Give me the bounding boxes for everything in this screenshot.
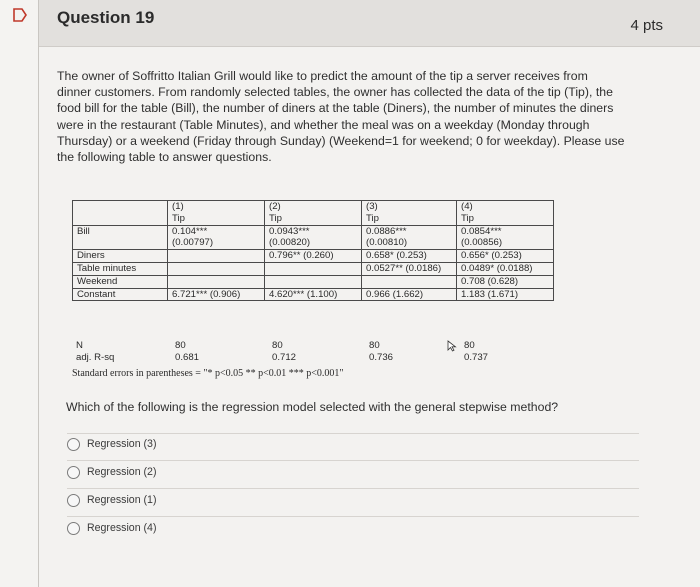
row-label: Weekend: [73, 275, 168, 288]
cell: 0.0943*** (0.00820): [265, 225, 362, 250]
cell: 0.0527** (0.0186): [362, 262, 457, 275]
cell: [168, 250, 265, 263]
row-label: N: [76, 340, 83, 351]
table-row: [73, 288, 554, 301]
cell: 0.0489* (0.0188): [457, 262, 554, 275]
radio-button[interactable]: [67, 438, 80, 451]
answer-option[interactable]: [67, 433, 156, 455]
col-header-2: (2) Tip: [265, 201, 362, 226]
cell: [265, 275, 362, 288]
cell: 0.104*** (0.00797): [168, 225, 265, 250]
radio-button[interactable]: [67, 494, 80, 507]
col-header-1: (1) Tip: [168, 201, 265, 226]
cell: 0.737: [464, 352, 489, 363]
cell: [362, 275, 457, 288]
table-stats: [72, 340, 602, 364]
table-row: [73, 275, 554, 288]
option-label[interactable]: Regression (1): [87, 494, 157, 506]
table-corner: [73, 201, 168, 226]
mouse-cursor-icon: [447, 340, 457, 352]
cell: 0.0886*** (0.00810): [362, 225, 457, 250]
cell: 0.0854*** (0.00856): [457, 225, 554, 250]
cell: 0.656* (0.253): [457, 250, 554, 263]
answer-option[interactable]: [67, 489, 156, 511]
row-label: adj. R-sq: [76, 352, 115, 363]
cell: 0.796** (0.260): [265, 250, 362, 263]
table-footnote: Standard errors in parentheses = "* p<0.05 ** p<0.01 *** p<0.001": [72, 368, 344, 379]
table-row: [72, 352, 602, 364]
cell: 80: [369, 340, 380, 351]
question-header: [39, 0, 700, 47]
regression-table: [72, 200, 602, 301]
question-title: Question 19: [57, 8, 155, 27]
option-label[interactable]: Regression (3): [87, 438, 157, 450]
row-label: Constant: [73, 288, 168, 301]
question-intro: The owner of Soffritto Italian Grill would like to predict the amount of the tip a server receives from dinner customers. From randomly selected tables, the owner has collected the data of the tip (Tip), the food bill for the table (Bill), the number of diners at the table (Diners), the number of minutes the diners were in the restaurant (Table Minutes), and whether the meal was on a weekday (Monday through Thursday) or a weekend (Friday through Sunday) (Weekend=1 for weekend; 0 for weekday). Please use the following table to answer questions.: [57, 69, 625, 165]
cell: 80: [464, 340, 475, 351]
question-prompt: Which of the following is the regression model selected with the general stepwise method?: [66, 400, 559, 414]
col-header-4: (4) Tip: [457, 201, 554, 226]
cell: 0.966 (1.662): [362, 288, 457, 301]
cell: [168, 275, 265, 288]
cell: 1.183 (1.671): [457, 288, 554, 301]
table-row: [73, 250, 554, 263]
cell: 4.620*** (1.100): [265, 288, 362, 301]
col-header-3: (3) Tip: [362, 201, 457, 226]
cell: 80: [272, 340, 283, 351]
cell: 0.712: [272, 352, 297, 363]
row-label: Diners: [73, 250, 168, 263]
cell: [168, 262, 265, 275]
cell: 80: [175, 340, 186, 351]
cell: 0.736: [369, 352, 394, 363]
cell: 6.721*** (0.906): [168, 288, 265, 301]
cell: 0.681: [175, 352, 200, 363]
cell: 0.708 (0.628): [457, 275, 554, 288]
option-label[interactable]: Regression (4): [87, 522, 157, 534]
table-row: [73, 262, 554, 275]
row-label: Table minutes: [73, 262, 168, 275]
cell: [265, 262, 362, 275]
answer-option[interactable]: [67, 517, 156, 539]
row-label: Bill: [73, 225, 168, 250]
radio-button[interactable]: [67, 522, 80, 535]
question-card: [38, 0, 700, 587]
cell: 0.658* (0.253): [362, 250, 457, 263]
flag-question-icon[interactable]: [12, 7, 28, 23]
option-label[interactable]: Regression (2): [87, 466, 157, 478]
table-row: [72, 340, 602, 352]
radio-button[interactable]: [67, 466, 80, 479]
question-points: 4 pts: [630, 17, 663, 34]
left-gutter: [0, 0, 40, 587]
table-row: [73, 225, 554, 250]
answer-option[interactable]: [67, 461, 156, 483]
